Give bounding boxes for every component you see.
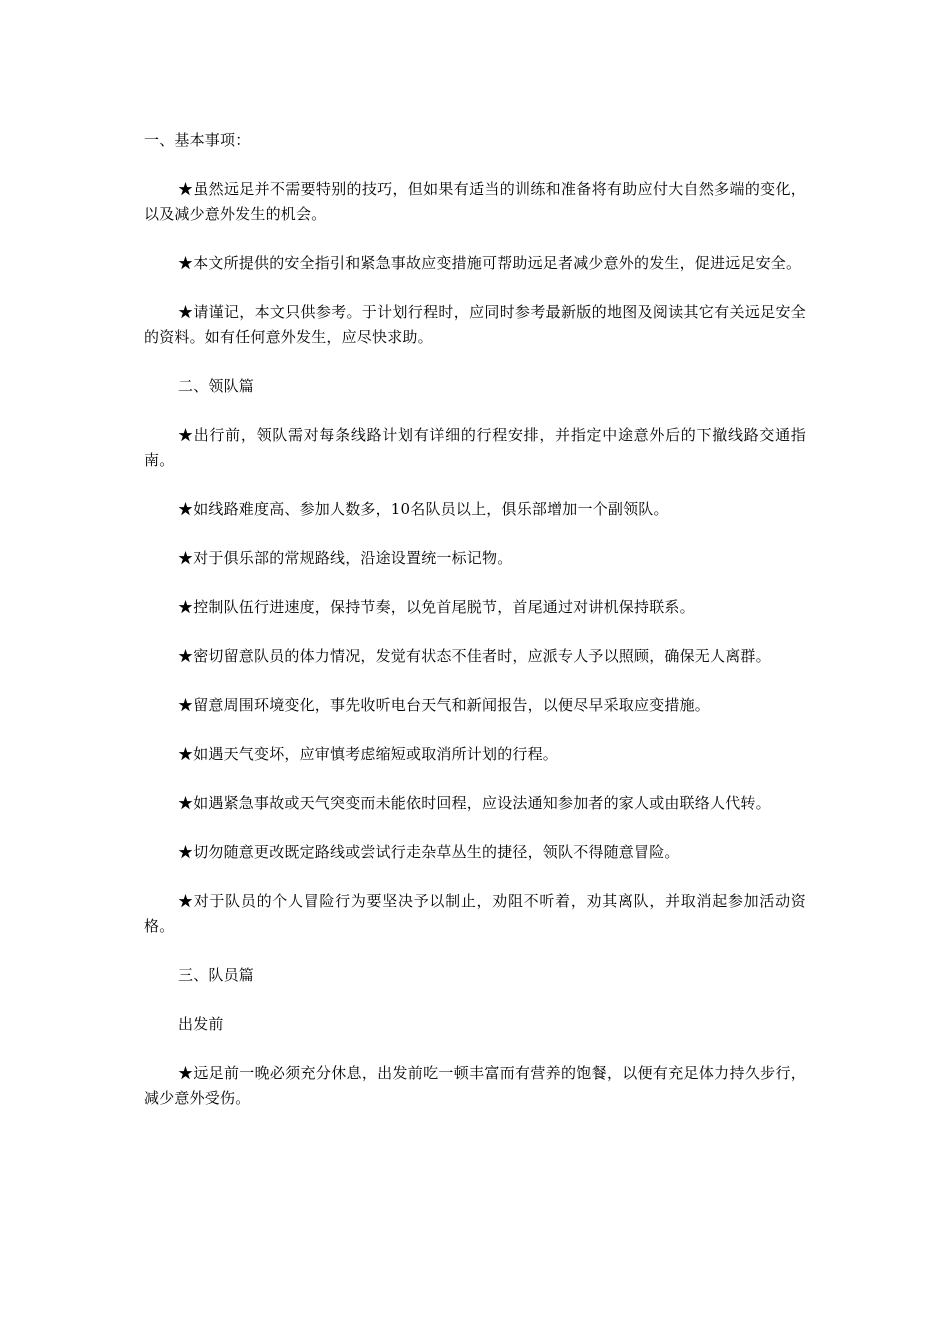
- paragraph: ★如遇紧急事故或天气突变而未能依时回程，应设法通知参加者的家人或由联络人代转。: [178, 794, 771, 812]
- paragraph: ★切勿随意更改既定路线或尝试行走杂草丛生的捷径，领队不得随意冒险。: [178, 843, 680, 861]
- paragraph: ★本文所提供的安全指引和紧急事故应变措施可帮助远足者减少意外的发生，促进远足安全。: [178, 254, 802, 272]
- paragraph: ★密切留意队员的体力情况，发觉有状态不佳者时，应派专人予以照顾，确保无人离群。: [178, 647, 771, 665]
- paragraph: ★对于队员的个人冒险行为要坚决予以制止，劝阻不听着，劝其离队，并取消起参加活动资格。: [144, 892, 806, 935]
- paragraph: ★远足前一晚必须充分休息，出发前吃一顿丰富而有营养的饱餐，以便有充足体力持久步行，减少意外受伤。: [144, 1064, 806, 1107]
- section-heading-leader: 二、领队篇: [178, 377, 255, 395]
- paragraph: ★虽然远足并不需要特别的技巧，但如果有适当的训练和准备将有助应付大自然多端的变化，以及减少意外发生的机会。: [144, 180, 806, 223]
- document-body: [144, 128, 806, 1135]
- paragraph: ★如遇天气变坏，应审慎考虑缩短或取消所计划的行程。: [178, 745, 559, 763]
- paragraph: ★出行前，领队需对每条线路计划有详细的行程安排，并指定中途意外后的下撤线路交通指南。: [144, 426, 806, 469]
- paragraph: ★留意周围环境变化，事先收听电台天气和新闻报告，以便尽早采取应变措施。: [178, 696, 711, 714]
- paragraph: ★对于俱乐部的常规路线，沿途设置统一标记物。: [178, 549, 513, 567]
- paragraph: ★请谨记，本文只供参考。于计划行程时，应同时参考最新版的地图及阅读其它有关远足安全的资料。如有任何意外发生，应尽快求助。: [144, 303, 806, 346]
- section-heading-members: 三、队员篇: [178, 966, 255, 984]
- section-heading-basics: 一、基本事项：: [144, 131, 251, 149]
- paragraph: ★控制队伍行进速度，保持节奏，以免首尾脱节，首尾通过对讲机保持联系。: [178, 598, 695, 616]
- paragraph: ★如线路难度高、参加人数多，10名队员以上，俱乐部增加一个副领队。: [178, 500, 669, 518]
- subsection-heading-before-departure: 出发前: [178, 1015, 224, 1033]
